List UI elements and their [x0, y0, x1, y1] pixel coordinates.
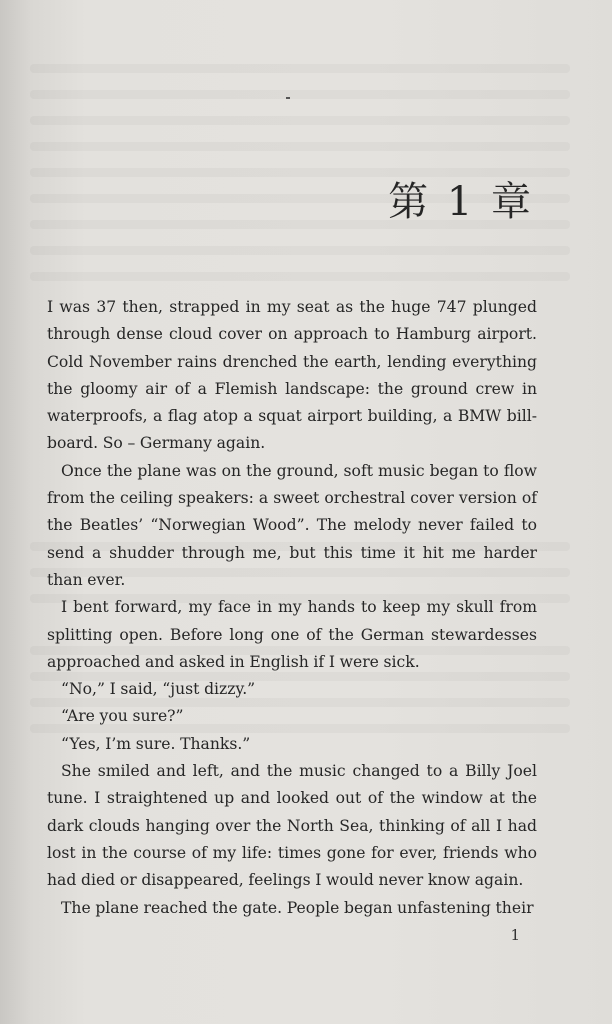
paragraph-1: I was 37 then, strapped in my seat as the huge 747 plunged through dense cloud cover on approach to Hamburg airport. Cold November rains drenched the earth, lending everything the gloomy air of a Flemish landscape: the ground crew in waterproofs, a flag atop a squat airport building, a BMW bill-board. So – Germany again. — [47, 298, 537, 453]
paragraph-3: I bent forward, my face in my hands to keep my skull from splitting open. Before long one of the German stewardesses approached and asked in English if I were sick. — [47, 598, 537, 671]
paragraph-5: The plane reached the gate. People began unfastening their — [61, 898, 534, 917]
body-text — [47, 294, 537, 922]
paragraph-4: She smiled and left, and the music changed to a Billy Joel tune. I straightened up and looked out of the window at the dark clouds hanging over the North Sea, thinking of all I had lost in the course of my life: times gone for ever, friends who had died or disappeared, feelings I would never know again. — [47, 762, 537, 890]
dialogue-line-3: “Yes, I’m sure. Thanks.” — [61, 734, 251, 753]
page-number: 1 — [510, 926, 520, 944]
dialogue-line-2: “Are you sure?” — [61, 707, 184, 726]
dialogue-line-1: “No,” I said, “just dizzy.” — [61, 680, 256, 699]
section-mark — [286, 97, 290, 99]
chapter-title: 第 1 章 — [388, 179, 534, 225]
paragraph-2: Once the plane was on the ground, soft music began to flow from the ceiling speakers: a sweet orchestral cover version of the Beatles’ “Norwegian Wood”. The melody never failed to send a shudder through me, but this time it hit me harder than ever. — [47, 461, 537, 589]
